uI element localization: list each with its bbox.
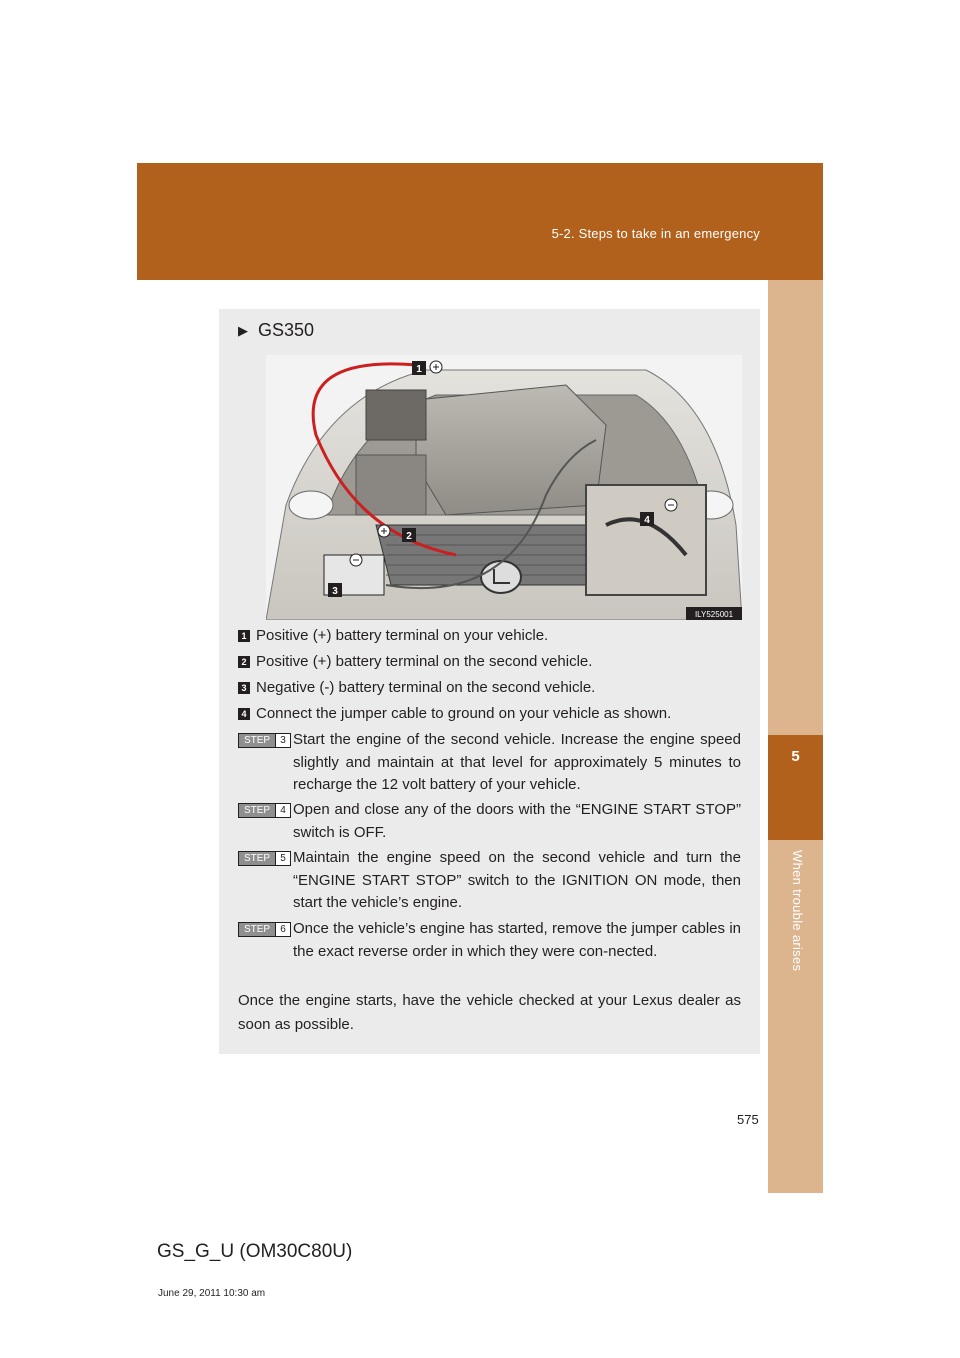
step-text-6: Once the vehicle’s engine has started, remove the jumper cables in the exact reverse order in which they were con-nected. xyxy=(293,920,741,960)
ground-detail-inset xyxy=(586,485,706,595)
lexus-logo xyxy=(481,561,521,593)
step-badge-5: STEP 5 xyxy=(238,851,291,866)
svg-text:3: 3 xyxy=(332,586,338,597)
step-3 xyxy=(238,729,741,797)
svg-text:2: 2 xyxy=(406,531,412,542)
page-number: 575 xyxy=(737,1112,759,1127)
legend-text-2: Positive (+) battery terminal on the second vehicle. xyxy=(256,653,593,670)
step-6 xyxy=(238,918,741,963)
legend-text-4: Connect the jumper cable to ground on your vehicle as shown. xyxy=(256,705,672,722)
final-note: Once the engine starts, have the vehicle checked at your Lexus dealer as soon as possible. xyxy=(238,992,741,1033)
svg-text:4: 4 xyxy=(644,515,650,526)
step-text-5: Maintain the engine speed on the second vehicle and turn the “ENGINE START STOP” switch to the IGNITION ON mode, then start the vehicle’s engine. xyxy=(293,849,741,911)
legend-item-2 xyxy=(238,653,592,670)
step-4 xyxy=(238,799,741,844)
model-heading xyxy=(238,320,314,341)
svg-text:ILY525001: ILY525001 xyxy=(694,610,734,619)
legend-item-3 xyxy=(238,679,595,696)
step-badge-4: STEP 4 xyxy=(238,803,291,818)
model-heading-text: GS350 xyxy=(258,320,315,340)
svg-text:1: 1 xyxy=(416,364,422,375)
legend-text-3: Negative (-) battery terminal on the second vehicle. xyxy=(256,679,596,696)
left-headlamp xyxy=(289,491,333,519)
section-title: 5-2. Steps to take in an emergency xyxy=(551,226,760,241)
step-text-4: Open and close any of the doors with the “ENGINE START STOP” switch is OFF. xyxy=(293,801,741,841)
triangle-bullet-icon: ▶ xyxy=(238,323,248,338)
chapter-number: 5 xyxy=(791,748,800,765)
legend-item-1 xyxy=(238,627,548,644)
document-id: GS_G_U (OM30C80U) xyxy=(157,1241,353,1262)
engine-cover xyxy=(416,385,606,515)
document-date: June 29, 2011 10:30 am xyxy=(158,1288,266,1299)
chapter-title: When trouble arises xyxy=(790,850,805,972)
step-5 xyxy=(238,847,741,915)
legend-text-1: Positive (+) battery terminal on your vehicle. xyxy=(256,627,549,644)
header-band xyxy=(137,163,823,280)
legend-number-1: 1 xyxy=(238,630,250,642)
fuse-box xyxy=(356,455,426,515)
vehicle-battery xyxy=(366,390,426,440)
step-badge-6: STEP 6 xyxy=(238,922,291,937)
step-badge-3: STEP 3 xyxy=(238,733,291,748)
jump-start-illustration xyxy=(266,355,742,620)
legend-number-3: 3 xyxy=(238,682,250,694)
legend-number-4: 4 xyxy=(238,708,250,720)
step-text-3: Start the engine of the second vehicle. Increase the engine speed slightly and maintain at that level for approximately 5 minutes to recharge the 12 volt battery of your vehicle. xyxy=(293,731,741,793)
legend-item-4 xyxy=(238,705,671,722)
legend-number-2: 2 xyxy=(238,656,250,668)
